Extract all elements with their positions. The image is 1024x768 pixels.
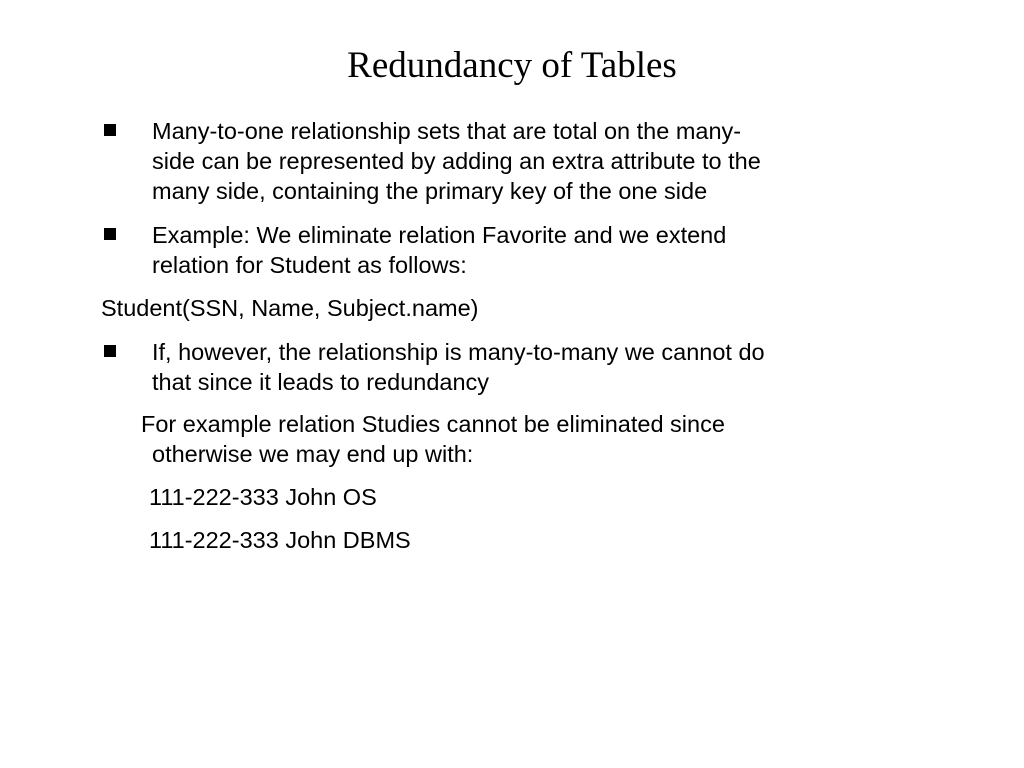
example-para-line2: otherwise we may end up with:	[152, 441, 474, 467]
filled-square-icon	[104, 345, 116, 357]
slide-title: Redundancy of Tables	[347, 45, 677, 86]
bullet3-line2: that since it leads to redundancy	[152, 369, 490, 395]
bullet2-line1: Example: We eliminate relation Favorite and we extend	[152, 222, 727, 248]
filled-square-icon	[104, 124, 116, 136]
bullet1-line3: many side, containing the primary key of the one side	[152, 178, 708, 204]
example-para-line1: For example relation Studies cannot be eliminated since	[141, 411, 725, 437]
bullet3-line1: If, however, the relationship is many-to-many we cannot do	[152, 339, 765, 365]
example-row-2: 111-222-333 John DBMS	[149, 527, 411, 553]
bullet1-line2: side can be represented by adding an extra attribute to the	[152, 148, 761, 174]
bullet2-line2: relation for Student as follows:	[152, 252, 467, 278]
bullet1-line1: Many-to-one relationship sets that are total on the many-	[152, 118, 742, 144]
filled-square-icon	[104, 228, 116, 240]
example-row-1: 111-222-333 John OS	[149, 484, 377, 510]
schema-line: Student(SSN, Name, Subject.name)	[101, 295, 479, 321]
